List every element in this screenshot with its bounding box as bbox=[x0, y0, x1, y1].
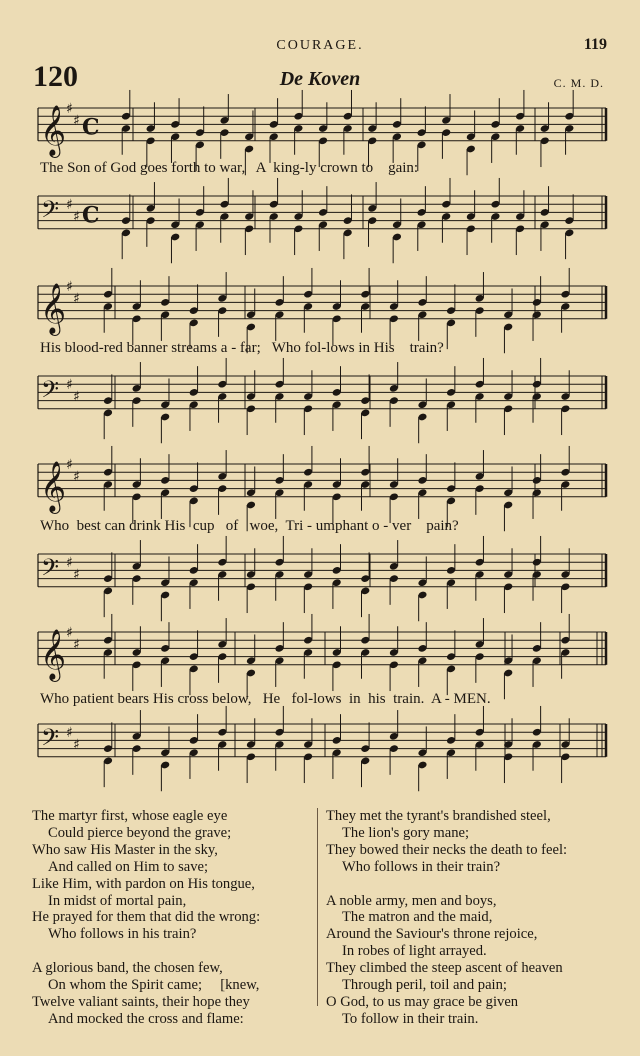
verse-line: In midst of mortal pain, bbox=[48, 892, 187, 909]
lyric-line-4: Who patient bears His cross below, He fol-lows in his train. A - MEN. bbox=[40, 691, 491, 707]
verse-line: They climbed the steep ascent of heaven bbox=[326, 960, 563, 977]
sharp-sign: ♯ bbox=[73, 737, 80, 753]
verse-line: Who follows in his train? bbox=[48, 926, 197, 943]
sharp-sign: ♯ bbox=[66, 625, 73, 641]
verse-line: A glorious band, the chosen few, bbox=[32, 960, 223, 977]
verse-line: The lion's gory mane; bbox=[342, 824, 470, 841]
treble-clef: 𝄞 bbox=[40, 628, 67, 680]
lyric-line-1: The Son of God goes forth to war, A king-ly crown to gain: bbox=[40, 160, 419, 176]
verses-left-column bbox=[32, 808, 316, 1045]
tune-name: De Koven bbox=[279, 68, 361, 90]
sharp-sign: ♯ bbox=[66, 725, 73, 741]
verse-line: A noble army, men and boys, bbox=[326, 892, 497, 909]
verse-line: On whom the Spirit came; [knew, bbox=[48, 977, 260, 994]
sharp-sign: ♯ bbox=[73, 209, 80, 225]
lyric-line-3: Who best can drink His cup of woe, Tri - umphant o - ver pain? bbox=[40, 518, 459, 534]
bass-clef: 𝄢 bbox=[41, 375, 60, 409]
time-signature: C bbox=[82, 202, 100, 229]
sharp-sign: ♯ bbox=[73, 389, 80, 405]
verse-line: They met the tyrant's brandished steel, bbox=[326, 808, 551, 824]
running-title: COURAGE. bbox=[276, 38, 364, 53]
page-number: 119 bbox=[583, 36, 607, 53]
verse-line: They bowed their necks the death to feel: bbox=[326, 841, 568, 858]
verse-line: Like Him, with pardon on His tongue, bbox=[32, 875, 255, 892]
lyric-line-2: His blood-red banner streams a - far; Who fol-lows in His train? bbox=[40, 340, 444, 356]
sharp-sign: ♯ bbox=[66, 279, 73, 295]
verse-line: The matron and the maid, bbox=[342, 909, 493, 926]
verse-line: Around the Saviour's throne rejoice, bbox=[326, 926, 538, 943]
stanza bbox=[32, 960, 316, 1028]
verse-line: Through peril, toil and pain; bbox=[342, 977, 507, 994]
verse-line: Could pierce beyond the grave; bbox=[48, 824, 232, 841]
verse-line: And called on Him to save; bbox=[48, 858, 209, 875]
sharp-sign: ♯ bbox=[66, 197, 73, 213]
verse-line: He prayed for them that did the wrong: bbox=[32, 909, 261, 926]
sharp-sign: ♯ bbox=[73, 291, 80, 307]
verse-line: The martyr first, whose eagle eye bbox=[32, 808, 228, 824]
bass-clef: 𝄢 bbox=[41, 195, 60, 229]
sharp-sign: ♯ bbox=[66, 377, 73, 393]
sharp-sign: ♯ bbox=[66, 101, 73, 117]
verse-line: O God, to us may grace be given bbox=[326, 993, 519, 1010]
stanza bbox=[326, 808, 616, 876]
verses-right-column bbox=[326, 808, 616, 1045]
verse-line: Who follows in their train? bbox=[342, 858, 501, 875]
verse-line: Twelve valiant saints, their hope they bbox=[32, 993, 250, 1010]
sharp-sign: ♯ bbox=[66, 457, 73, 473]
bass-clef: 𝄢 bbox=[41, 723, 60, 757]
verse-line: To follow in their train. bbox=[342, 1010, 479, 1027]
sharp-sign: ♯ bbox=[73, 567, 80, 583]
sharp-sign: ♯ bbox=[73, 637, 80, 653]
meter: C. M. D. bbox=[553, 76, 604, 90]
column-divider bbox=[317, 808, 318, 1006]
verse-line: And mocked the cross and flame: bbox=[48, 1010, 244, 1027]
verse-line: Who saw His Master in the sky, bbox=[32, 841, 218, 858]
sharp-sign: ♯ bbox=[73, 469, 80, 485]
bass-clef: 𝄢 bbox=[41, 553, 60, 587]
treble-clef: 𝄞 bbox=[40, 460, 67, 512]
stanza bbox=[326, 893, 616, 1028]
stanza bbox=[32, 808, 316, 943]
treble-clef: 𝄞 bbox=[40, 282, 67, 334]
hymn-number: 120 bbox=[33, 60, 78, 93]
verse-line: In robes of light arrayed. bbox=[342, 943, 487, 960]
sharp-sign: ♯ bbox=[73, 113, 80, 129]
verses bbox=[32, 808, 612, 1027]
sharp-sign: ♯ bbox=[66, 555, 73, 571]
time-signature: C bbox=[82, 114, 100, 141]
treble-clef: 𝄞 bbox=[40, 104, 67, 156]
